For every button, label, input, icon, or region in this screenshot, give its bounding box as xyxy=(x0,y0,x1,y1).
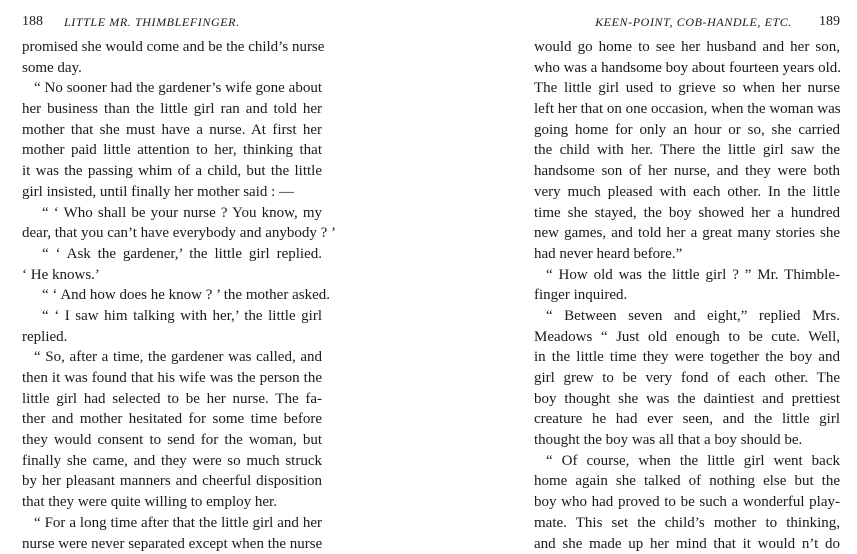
text-line: very much pleased with each other. In the little xyxy=(534,182,840,203)
text-line: “ ‘ I saw him talking with her,’ the little girl xyxy=(22,306,322,327)
text-line: promised she would come and be the child’s nurse xyxy=(22,37,322,58)
text-line: thought the boy was all that a boy should be. xyxy=(534,430,840,451)
right-running-title: KEEN-POINT, COB-HANDLE, ETC. xyxy=(595,15,792,30)
text-line: would go home to see her husband and her son, xyxy=(534,37,840,58)
text-line: mother paid little attention to her, thinking that xyxy=(22,140,322,161)
left-running-title: LITTLE MR. THIMBLEFINGER. xyxy=(64,15,240,30)
text-line: it was the passing whim of a child, but the little xyxy=(22,161,322,182)
text-line: “ ‘ Ask the gardener,’ the little girl replied. xyxy=(22,244,322,265)
text-line: then it was found that his wife was the person the xyxy=(22,368,322,389)
text-line: finally she came, and they were so much struck xyxy=(22,451,322,472)
text-line: some day. xyxy=(22,58,322,79)
text-line: ‘ He knows.’ xyxy=(22,265,322,286)
text-line: new games, and told her a great many stories she xyxy=(534,223,840,244)
text-line: “ Between seven and eight,” replied Mrs. xyxy=(534,306,840,327)
text-line: had never heard before.” xyxy=(534,244,840,265)
text-line: by her pleasant manners and cheerful disposition xyxy=(22,471,322,492)
text-line: dear, that you can’t have everybody and anybody ? ’ xyxy=(22,223,322,244)
text-line: “ ‘ Who shall be your nurse ? You know, my xyxy=(22,203,322,224)
text-line: mother that she must have a nurse. At first her xyxy=(22,120,322,141)
text-line: “ How old was the little girl ? ” Mr. Thimble- xyxy=(534,265,840,286)
text-line: they would consent to send for the woman, but xyxy=(22,430,322,451)
text-line: replied. xyxy=(22,327,322,348)
right-page xyxy=(534,0,840,506)
text-line: “ So, after a time, the gardener was called, and xyxy=(22,347,322,368)
text-line: mate. This set the child’s mother to thinking, xyxy=(534,513,840,534)
left-page xyxy=(22,0,322,506)
left-running-head xyxy=(22,14,322,32)
left-page-number: 188 xyxy=(22,14,43,30)
text-line: girl insisted, until finally her mother said : — xyxy=(22,182,322,203)
text-line: The little girl used to grieve so when her nurse xyxy=(534,78,840,99)
text-line: girl grew to be very fond of each other. The xyxy=(534,368,840,389)
text-line: “ For a long time after that the little girl and her xyxy=(22,513,322,534)
text-line: and she made up her mind that it would n’t do xyxy=(534,534,840,554)
text-line: Meadows “ Just old enough to be cute. Well, xyxy=(534,327,840,348)
text-line: nurse were never separated except when the nurse xyxy=(22,534,322,554)
text-line: boy thought she was the daintiest and prettiest xyxy=(534,389,840,410)
right-body-text xyxy=(534,37,840,554)
text-line: creature he had ever seen, and the little girl xyxy=(534,409,840,430)
text-line: “ No sooner had the gardener’s wife gone about xyxy=(22,78,322,99)
text-line: home again she talked of nothing else but the xyxy=(534,471,840,492)
right-running-head xyxy=(534,14,840,32)
text-line: that they were quite willing to employ her. xyxy=(22,492,322,513)
left-body-text xyxy=(22,37,322,554)
text-line: in the little time they were together the boy and xyxy=(534,347,840,368)
text-line: who was a handsome boy about fourteen years old. xyxy=(534,58,840,79)
text-line: finger inquired. xyxy=(534,285,840,306)
text-line: the child with her. There the little girl saw the xyxy=(534,140,840,161)
text-line: left her that on one occasion, when the woman was xyxy=(534,99,840,120)
text-line: handsome son of her nurse, and they were both xyxy=(534,161,840,182)
text-line: time she stayed, the boy showed her a hundred xyxy=(534,203,840,224)
text-line: ther and mother hesitated for some time before xyxy=(22,409,322,430)
text-line: little girl had selected to be her nurse. The fa- xyxy=(22,389,322,410)
right-page-number: 189 xyxy=(819,14,840,30)
text-line: “ Of course, when the little girl went back xyxy=(534,451,840,472)
text-line: “ ‘ And how does he know ? ’ the mother asked. xyxy=(22,285,322,306)
text-line: going home for only an hour or so, she carried xyxy=(534,120,840,141)
text-line: boy who had proved to be such a wonderful play- xyxy=(534,492,840,513)
text-line: her business than the little girl ran and told her xyxy=(22,99,322,120)
